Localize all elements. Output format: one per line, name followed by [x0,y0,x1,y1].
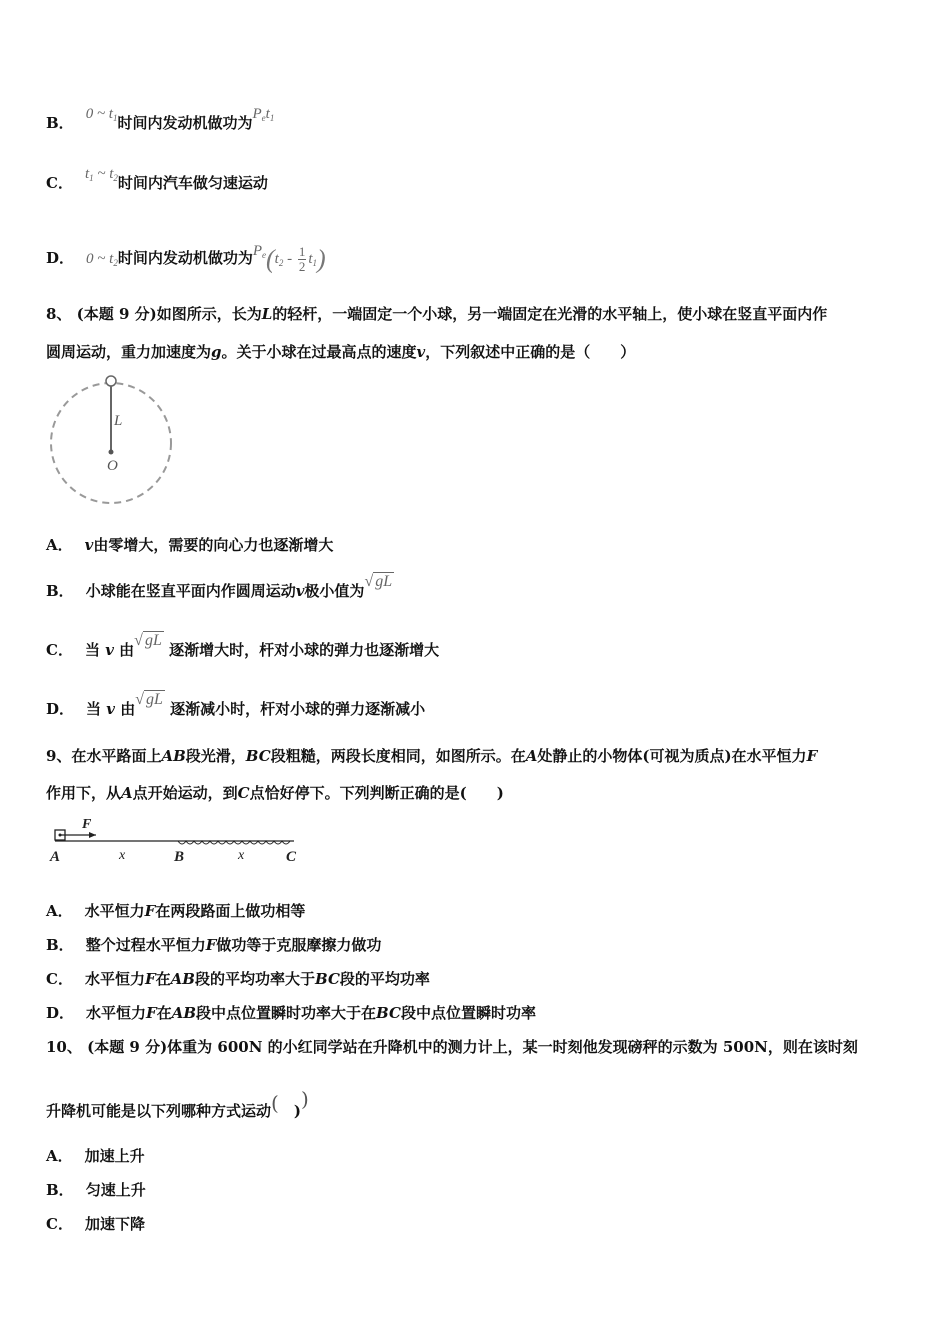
q8-stem-line1: 8、 (本题 9 分)如图所示，长为L的轻杆，一端固定一个小球，另一端固定在光滑的水平轴上，使小球在竖直平面内作 [46,305,828,323]
q7-option-d[interactable] [46,242,326,274]
option-label: B． [46,1181,74,1199]
ball [106,376,116,386]
option-text: 时间内发动机做功为 [117,114,253,132]
q8-circle-figure [44,372,180,512]
option-label: B． [46,936,74,954]
force-label: F [82,817,92,832]
point-c-label: C [286,849,297,865]
option-label: A． [46,902,73,920]
math-time-range: 0 ~ $t_2$ [86,250,118,268]
force-arrowhead [89,832,96,838]
q9-road-figure [46,814,306,868]
q9-stem-line1: 9、在水平路面上AB段光滑，BC段粗糙，两段长度相同，如图所示。在A处静止的小物体(可视为质点)在水平恒力F [46,747,818,765]
option-label: C． [46,970,73,988]
option-label: C． [46,1215,73,1233]
option-label: B． [46,114,74,132]
q8-option-c[interactable]: C． 当 v 由√ gL 逐渐增大时，杆对小球的弹力也逐渐增大 [46,632,440,659]
q9-stem-line2: 作用下，从A点开始运动，到C点恰好停下。下列判断正确的是( ) [46,784,504,802]
q8-stem-line2: 圆周运动，重力加速度为g。关于小球在过最高点的速度v，下列叙述中正确的是（ ） [46,343,636,361]
length-label-ab: x [119,848,126,863]
math-time-range: $t_1$ ~ $t_2$ [84,166,118,183]
math-work-expression: $P_e(t_2$ - $\frac{1}{2}$ $t_1$) [252,242,326,274]
rough-surface [178,841,290,844]
q8-option-d[interactable]: D． 当 v 由√ gL 逐渐减小时，杆对小球的弹力逐渐减小 [46,691,426,718]
q7-option-b[interactable] [46,106,275,138]
center-label: O [107,458,118,474]
pivot-point [109,450,114,455]
rod-length-label: L [114,413,123,429]
q8-option-a[interactable]: A． v由零增大，需要的向心力也逐渐增大 [46,536,334,554]
q10-option-c[interactable]: C． 加速下降 [46,1215,145,1233]
q9-option-c[interactable]: C． 水平恒力F在AB段的平均功率大于BC段的平均功率 [46,970,430,988]
option-label: A． [46,536,73,554]
point-a-label: A [50,849,61,865]
q10-option-b[interactable]: B． 匀速上升 [46,1181,146,1199]
math-work: $P_et_1$ [252,106,275,123]
option-text: 由零增大，需要的向心力也逐渐增大 [93,536,334,554]
option-text: 时间内发动机做功为 [117,248,253,267]
option-label: D． [46,248,75,267]
q9-option-b[interactable]: B． 整个过程水平恒力F做功等于克服摩擦力做功 [46,936,382,954]
option-label: D． [46,700,75,718]
point-b-label: B [174,849,185,865]
sqrt-expression: √ gL [134,632,162,649]
math-time-range: 0 ~ $t_1$ [85,106,118,123]
q9-option-a[interactable]: A． 水平恒力F在两段路面上做功相等 [46,902,306,920]
q7-option-c[interactable] [46,166,268,198]
q8-option-b[interactable]: B． 小球能在竖直平面内作圆周运动v极小值为√ gL [46,573,393,600]
q9-option-d[interactable]: D． 水平恒力F在AB段中点位置瞬时功率大于在BC段中点位置瞬时功率 [46,1004,536,1022]
option-label: A． [46,1147,73,1165]
q10-stem-line2: 升降机可能是以下列哪种方式运动( )) [46,1087,309,1120]
sqrt-expression: √ gL [364,573,393,590]
option-label: D． [46,1004,75,1022]
q10-stem-line1: 10、 (本题 9 分)体重为 600N 的小红同学站在升降机中的测力计上，某一时刻他发现磅秤的示数为 500N，则在该时刻 [46,1038,858,1056]
sqrt-expression: √ gL [135,691,163,708]
option-text: 时间内汽车做匀速运动 [117,174,268,192]
length-label-bc: x [238,848,245,863]
option-label: C． [46,641,73,659]
q10-option-a[interactable]: A． 加速上升 [46,1147,145,1165]
option-label: C． [46,174,73,192]
option-label: B． [46,582,74,600]
